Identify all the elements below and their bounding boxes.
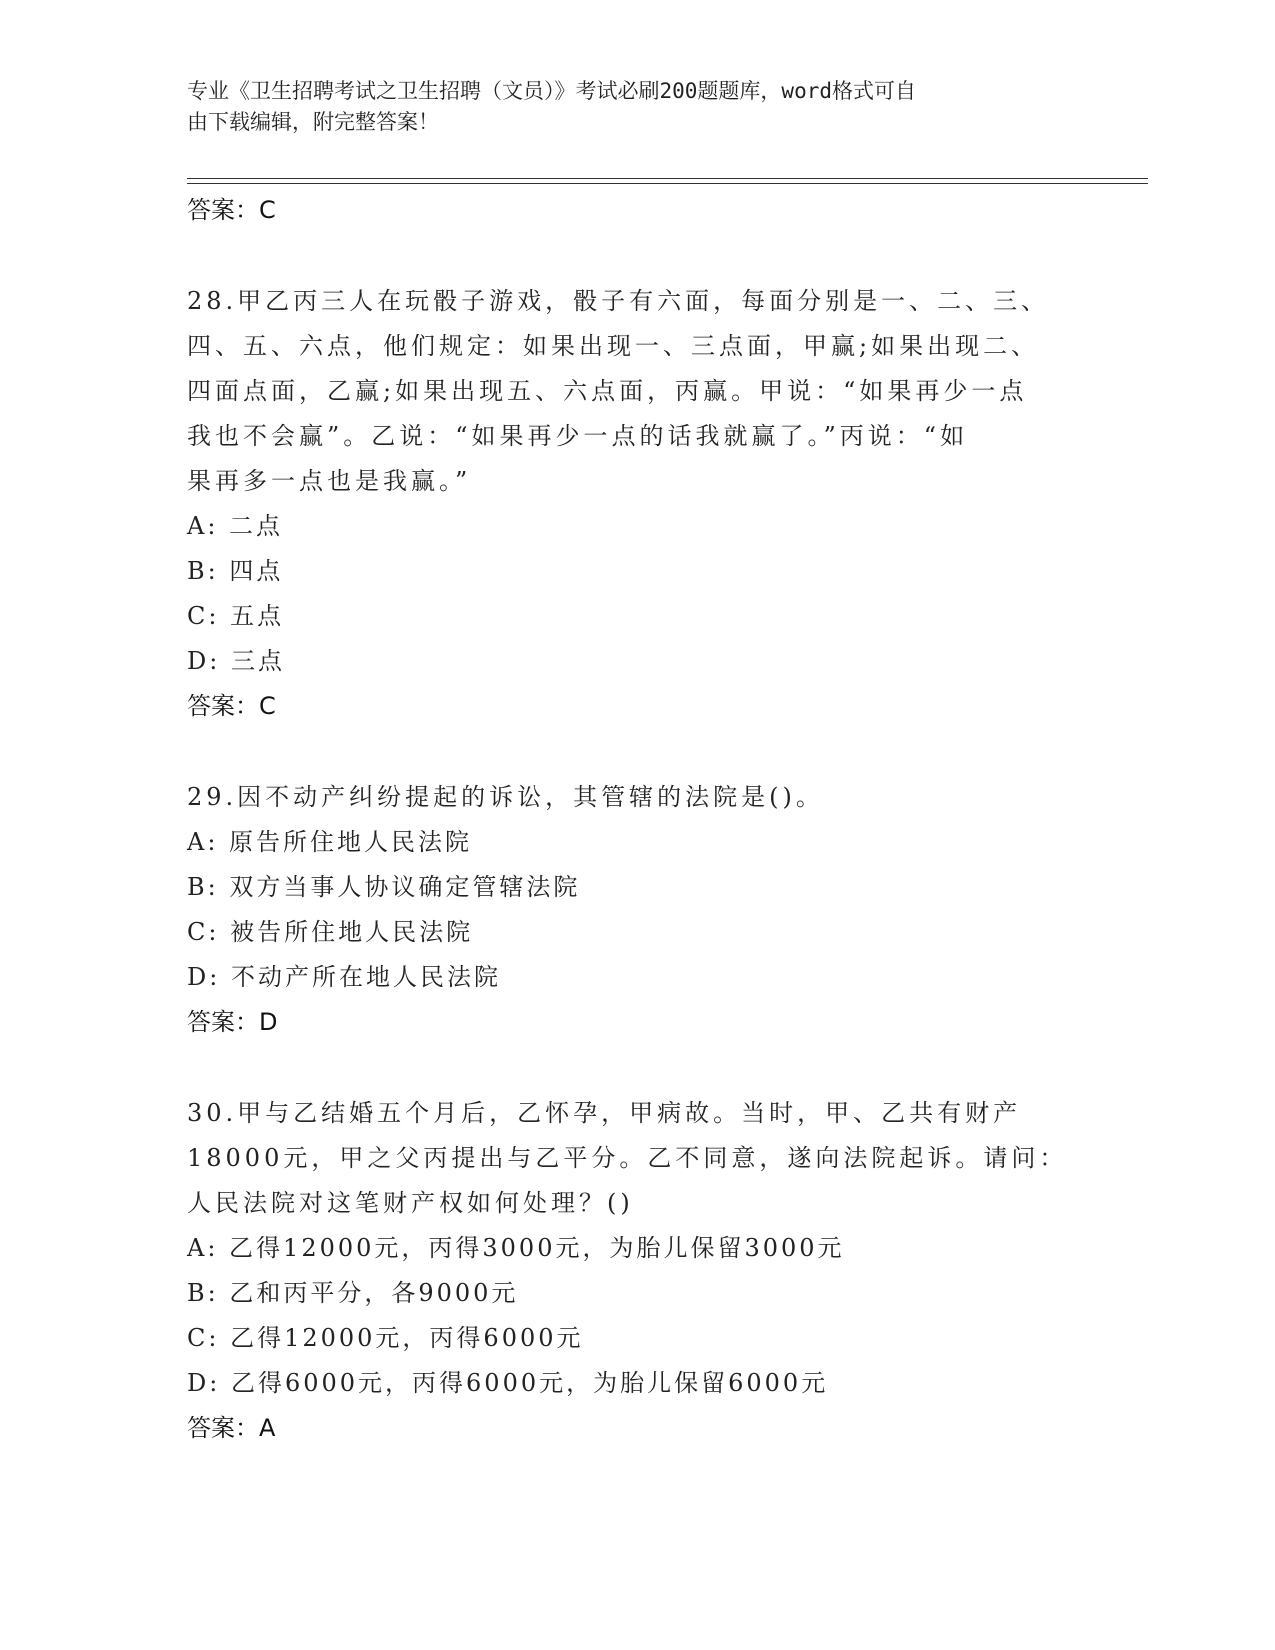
answer-line: 答案：C — [187, 692, 276, 720]
answer-line: 答案：A — [187, 1414, 276, 1442]
option-d: D: 三点 — [187, 647, 285, 675]
question-28 — [187, 279, 1087, 729]
option-b: B: 四点 — [187, 557, 284, 585]
stem-line: 28.甲乙丙三人在玩骰子游戏，骰子有六面，每面分别是一、二、三、 — [187, 287, 1050, 315]
question-stem — [187, 1091, 1087, 1226]
stem-line: 果再多一点也是我赢。” — [187, 467, 472, 495]
header-divider-bottom — [187, 183, 1148, 184]
header-line-1: 专业《卫生招聘考试之卫生招聘（文员）》考试必刷200题题库，word格式可自 — [187, 79, 916, 103]
document-header — [187, 76, 1067, 138]
option-d: D: 乙得6000元，丙得6000元，为胎儿保留6000元 — [187, 1369, 829, 1397]
option-b: B: 乙和丙平分，各9000元 — [187, 1279, 519, 1307]
option-a: A: 原告所住地人民法院 — [187, 828, 473, 856]
stem-line: 四、五、六点，他们规定：如果出现一、三点面，甲赢;如果出现二、 — [187, 332, 1040, 360]
question-30 — [187, 1091, 1087, 1451]
stem-line: 四面点面，乙赢;如果出现五、六点面，丙赢。甲说：“如果再少一点 — [187, 377, 1028, 405]
option-c: C: 五点 — [187, 602, 285, 630]
stem-line: 18000元，甲之父丙提出与乙平分。乙不同意，遂向法院起诉。请问： — [187, 1144, 1068, 1172]
stem-line: 29.因不动产纠纷提起的诉讼，其管辖的法院是()。 — [187, 783, 824, 811]
header-line-2: 由下载编辑，附完整答案！ — [187, 110, 439, 134]
document-body — [187, 188, 1087, 1451]
question-stem — [187, 775, 1087, 820]
answer-line: 答案：D — [187, 1008, 278, 1036]
header-divider-top — [187, 178, 1148, 179]
question-29 — [187, 775, 1087, 1045]
option-c: C: 被告所住地人民法院 — [187, 918, 474, 946]
option-d: D: 不动产所在地人民法院 — [187, 963, 501, 991]
stem-line: 人民法院对这笔财产权如何处理？() — [187, 1189, 634, 1217]
option-a: A: 乙得12000元，丙得3000元，为胎儿保留3000元 — [187, 1234, 845, 1262]
question-stem — [187, 279, 1087, 504]
option-a: A: 二点 — [187, 512, 284, 540]
answer-line: 答案：C — [187, 196, 276, 224]
stem-line: 30.甲与乙结婚五个月后，乙怀孕，甲病故。当时，甲、乙共有财产 — [187, 1099, 1022, 1127]
stem-line: 我也不会赢”。乙说：“如果再少一点的话我就赢了。”丙说：“如 — [187, 422, 969, 450]
option-c: C: 乙得12000元，丙得6000元 — [187, 1324, 584, 1352]
option-b: B: 双方当事人协议确定管辖法院 — [187, 873, 581, 901]
